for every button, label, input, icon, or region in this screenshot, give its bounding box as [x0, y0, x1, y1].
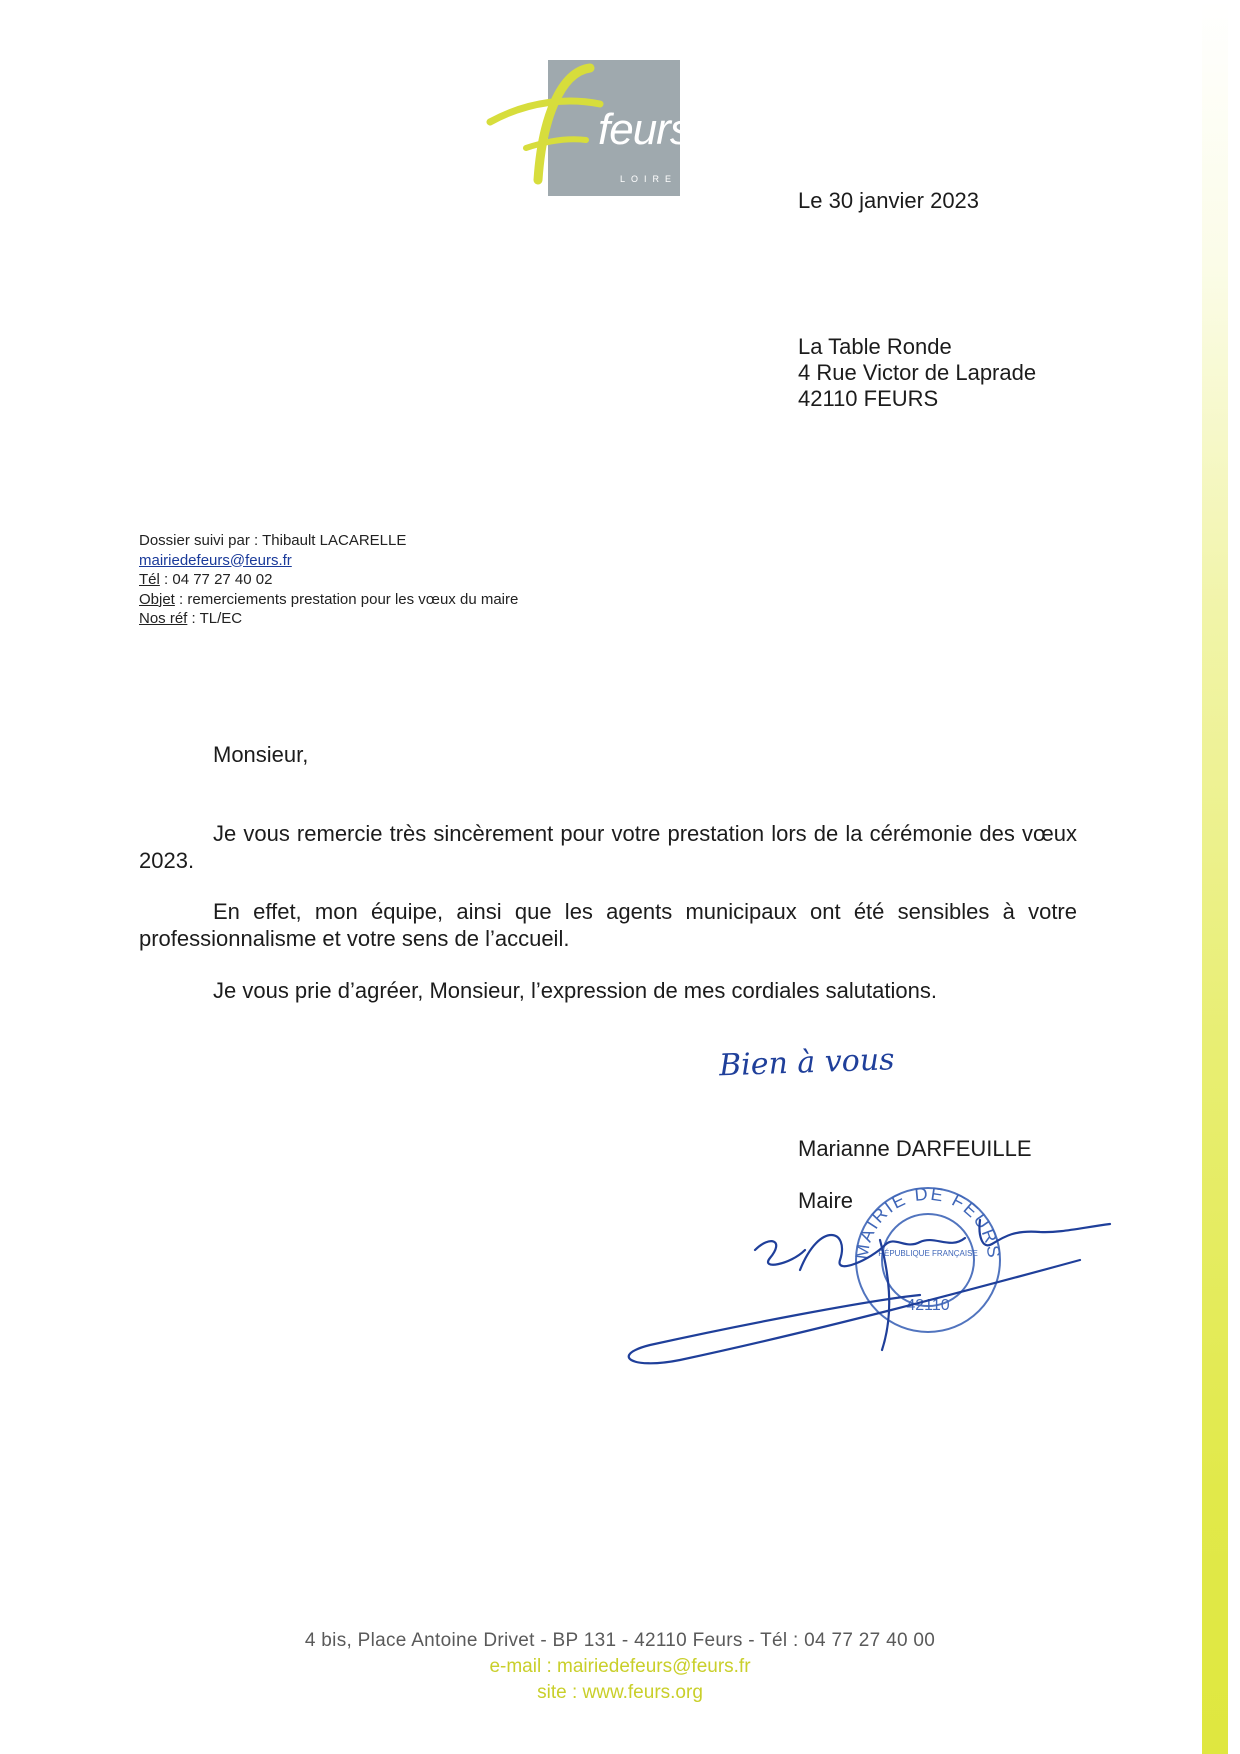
ref-value: TL/EC	[199, 610, 243, 627]
paragraph-1: Je vous remercie très sincèrement pour votre prestation lors de la cérémonie des vœux 2023.	[139, 821, 1077, 873]
recipient-line-3: 42110 FEURS	[798, 386, 939, 411]
objet-value: remerciements prestation pour les vœux du maire	[187, 590, 519, 608]
feurs-logo	[490, 60, 691, 200]
logo-subtitle: LOIRE	[620, 174, 678, 184]
recipient-line-1: La Table Ronde	[798, 334, 952, 359]
contact-email-link[interactable]: mairiedefeurs@feurs.fr	[139, 551, 292, 569]
paragraph-3: Je vous prie d’agréer, Monsieur, l’expression de mes cordiales salutations.	[213, 978, 937, 1003]
handwritten-note	[715, 1030, 945, 1090]
tel-value: 04 77 27 40 02	[172, 571, 273, 588]
signer-name: Marianne DARFEUILLE	[798, 1136, 1032, 1161]
letter-date: Le 30 janvier 2023	[798, 188, 980, 213]
stamp-center-text: RÉPUBLIQUE FRANÇAISE	[878, 1249, 978, 1258]
ref-label: Nos réf	[139, 610, 188, 627]
recipient-address	[798, 334, 1036, 412]
logo-wordmark: feurs	[598, 105, 691, 154]
handwritten-note-text: Bien à vous	[718, 1042, 896, 1084]
footer-email[interactable]: e-mail : mairiedefeurs@feurs.fr	[489, 1656, 751, 1677]
tel-line: Tél : 04 77 27 40 02	[139, 571, 273, 588]
footer-site[interactable]: site : www.feurs.org	[537, 1682, 703, 1703]
salutation: Monsieur,	[213, 742, 309, 767]
yellow-edge-stripe	[1202, 0, 1228, 1754]
stamp-code: 42110	[906, 1297, 950, 1314]
stamp-text-path: MAIRIE DE FEURS	[851, 1183, 1005, 1261]
dossier-line: Dossier suivi par : Thibault LACARELLE	[139, 532, 407, 549]
reference-block	[139, 531, 518, 629]
signer-title: Maire	[798, 1188, 854, 1213]
dossier-label: Dossier suivi par	[139, 532, 250, 549]
ref-line: Nos réf : TL/EC	[139, 610, 243, 627]
footer-address: 4 bis, Place Antoine Drivet - BP 131 - 42110 Feurs - Tél : 04 77 27 40 00	[304, 1630, 936, 1651]
dossier-value: Thibault LACARELLE	[262, 532, 407, 549]
paragraph-2: En effet, mon équipe, ainsi que les agents municipaux ont été sensibles à votre professionnalisme et votre sens de l’accueil.	[139, 899, 1077, 951]
recipient-line-2: 4 Rue Victor de Laprade	[798, 360, 1037, 385]
objet-label: Objet	[139, 590, 175, 608]
objet-line: Objet : remerciements prestation pour les vœux du maire	[139, 590, 519, 608]
tel-label: Tél	[139, 571, 160, 588]
stamp-and-signature	[620, 1180, 1120, 1380]
